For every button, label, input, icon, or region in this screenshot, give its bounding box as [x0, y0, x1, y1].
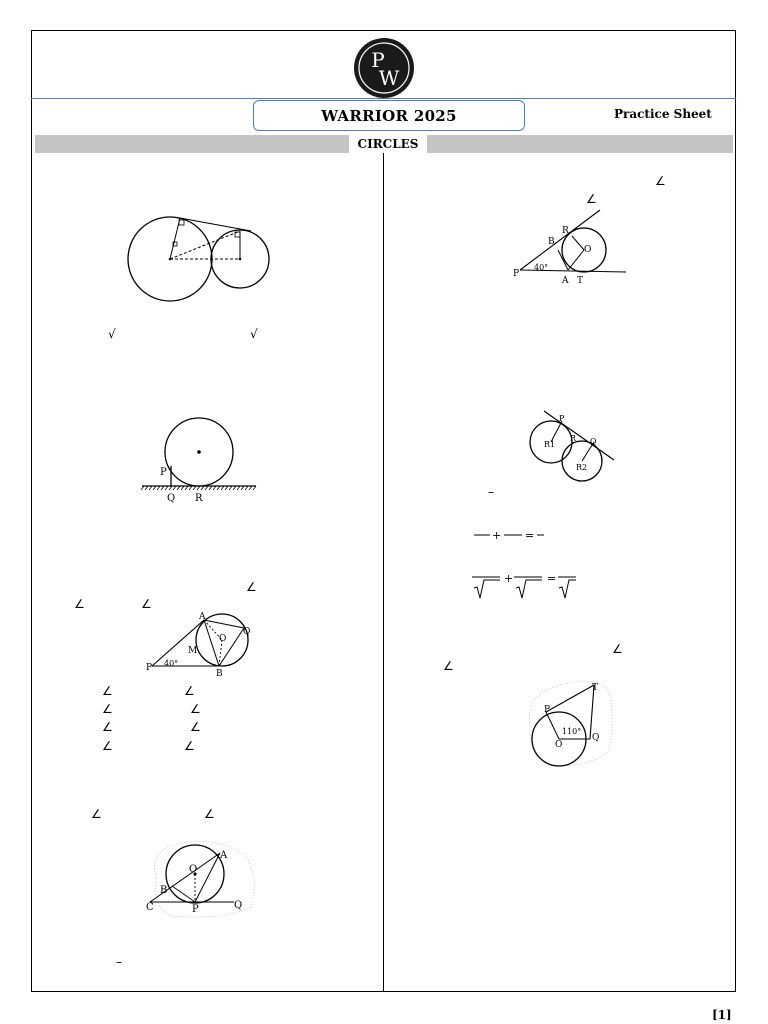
angle-symbol: ∠	[141, 597, 152, 611]
tangents-tp-tq-figure	[524, 672, 616, 770]
angle-symbol: ∠	[184, 739, 195, 753]
header-divider	[31, 98, 736, 99]
plus-sign: +	[504, 572, 514, 585]
angle-symbol: ∠	[190, 702, 201, 716]
angle-symbol: ∠	[655, 174, 666, 188]
label-b: B	[216, 669, 223, 678]
svg-text:W: W	[378, 66, 400, 90]
equals-sign: =	[547, 572, 557, 585]
pw-logo	[353, 37, 415, 99]
label-q: Q	[592, 733, 600, 743]
angle-symbol: ∠	[102, 739, 113, 753]
tangents-from-p-figure	[510, 208, 630, 286]
equals-sign: =	[525, 529, 535, 542]
angle-110-label: 110°	[562, 727, 582, 736]
angle-symbol: ∠	[612, 642, 623, 656]
svg-text:P: P	[371, 48, 385, 72]
angle-symbol: ∠	[246, 580, 257, 594]
label-o: O	[584, 245, 592, 255]
label-q: Q	[234, 900, 243, 911]
label-a: A	[562, 276, 569, 286]
label-p: P	[146, 663, 153, 673]
label-p: P	[513, 269, 520, 279]
label-c: C	[146, 902, 154, 913]
label-q: Q	[243, 627, 251, 637]
label-r: R	[562, 226, 569, 236]
label-q: Q	[590, 437, 597, 446]
label-r: R	[570, 434, 577, 443]
column-divider	[383, 153, 384, 991]
label-a: A	[220, 850, 228, 861]
angle-symbol: ∠	[586, 192, 597, 206]
sqrt-symbol: √	[250, 327, 258, 341]
label-a: A	[199, 612, 206, 622]
sqrt-symbol: √	[108, 327, 116, 341]
circle-tangent-pq-figure	[142, 838, 260, 920]
angle-symbol: ∠	[190, 720, 201, 734]
angle-symbol: ∠	[102, 702, 113, 716]
label-r1: R1	[544, 440, 556, 449]
label-p: P	[192, 904, 199, 915]
sheet-title-box	[253, 100, 525, 131]
angle-40-label: 40°	[164, 659, 179, 668]
label-r: R	[195, 493, 203, 504]
angle-symbol: ∠	[91, 807, 102, 821]
label-q: Q	[167, 493, 176, 504]
label-b: B	[548, 237, 555, 247]
tangents-pa-pb-figure	[144, 610, 258, 678]
sheet-title: WARRIOR 2025	[321, 106, 457, 125]
angle-symbol: ∠	[204, 807, 215, 821]
formula-roots-row	[470, 570, 580, 604]
plus-sign: +	[492, 529, 502, 542]
angle-symbol: ∠	[74, 597, 85, 611]
dash-symbol: –	[488, 485, 494, 499]
angle-symbol: ∠	[184, 684, 195, 698]
label-r2: R2	[576, 463, 588, 472]
label-m: M	[188, 646, 198, 656]
two-touching-circles-figure	[526, 408, 616, 484]
formula-fractions-row	[472, 528, 552, 542]
angle-symbol: ∠	[102, 720, 113, 734]
angle-symbol: ∠	[443, 659, 454, 673]
two-circles-tangent-figure	[123, 212, 273, 304]
label-p: P	[160, 467, 167, 478]
sheet-type: Practice Sheet	[614, 107, 712, 121]
label-t: T	[592, 683, 599, 693]
label-p: P	[559, 414, 565, 423]
label-p: P	[544, 705, 551, 715]
label-o: O	[189, 864, 198, 875]
label-b: B	[160, 885, 168, 896]
topic-label: CIRCLES	[349, 135, 427, 153]
circle-on-ground-figure	[140, 416, 258, 506]
angle-symbol: ∠	[102, 684, 113, 698]
label-o: O	[219, 634, 227, 644]
angle-40-label: 40°	[534, 263, 549, 272]
page-number: [1]	[712, 1008, 732, 1022]
label-o: O	[555, 740, 563, 750]
dash-symbol: –	[116, 955, 122, 969]
label-t: T	[577, 276, 584, 286]
